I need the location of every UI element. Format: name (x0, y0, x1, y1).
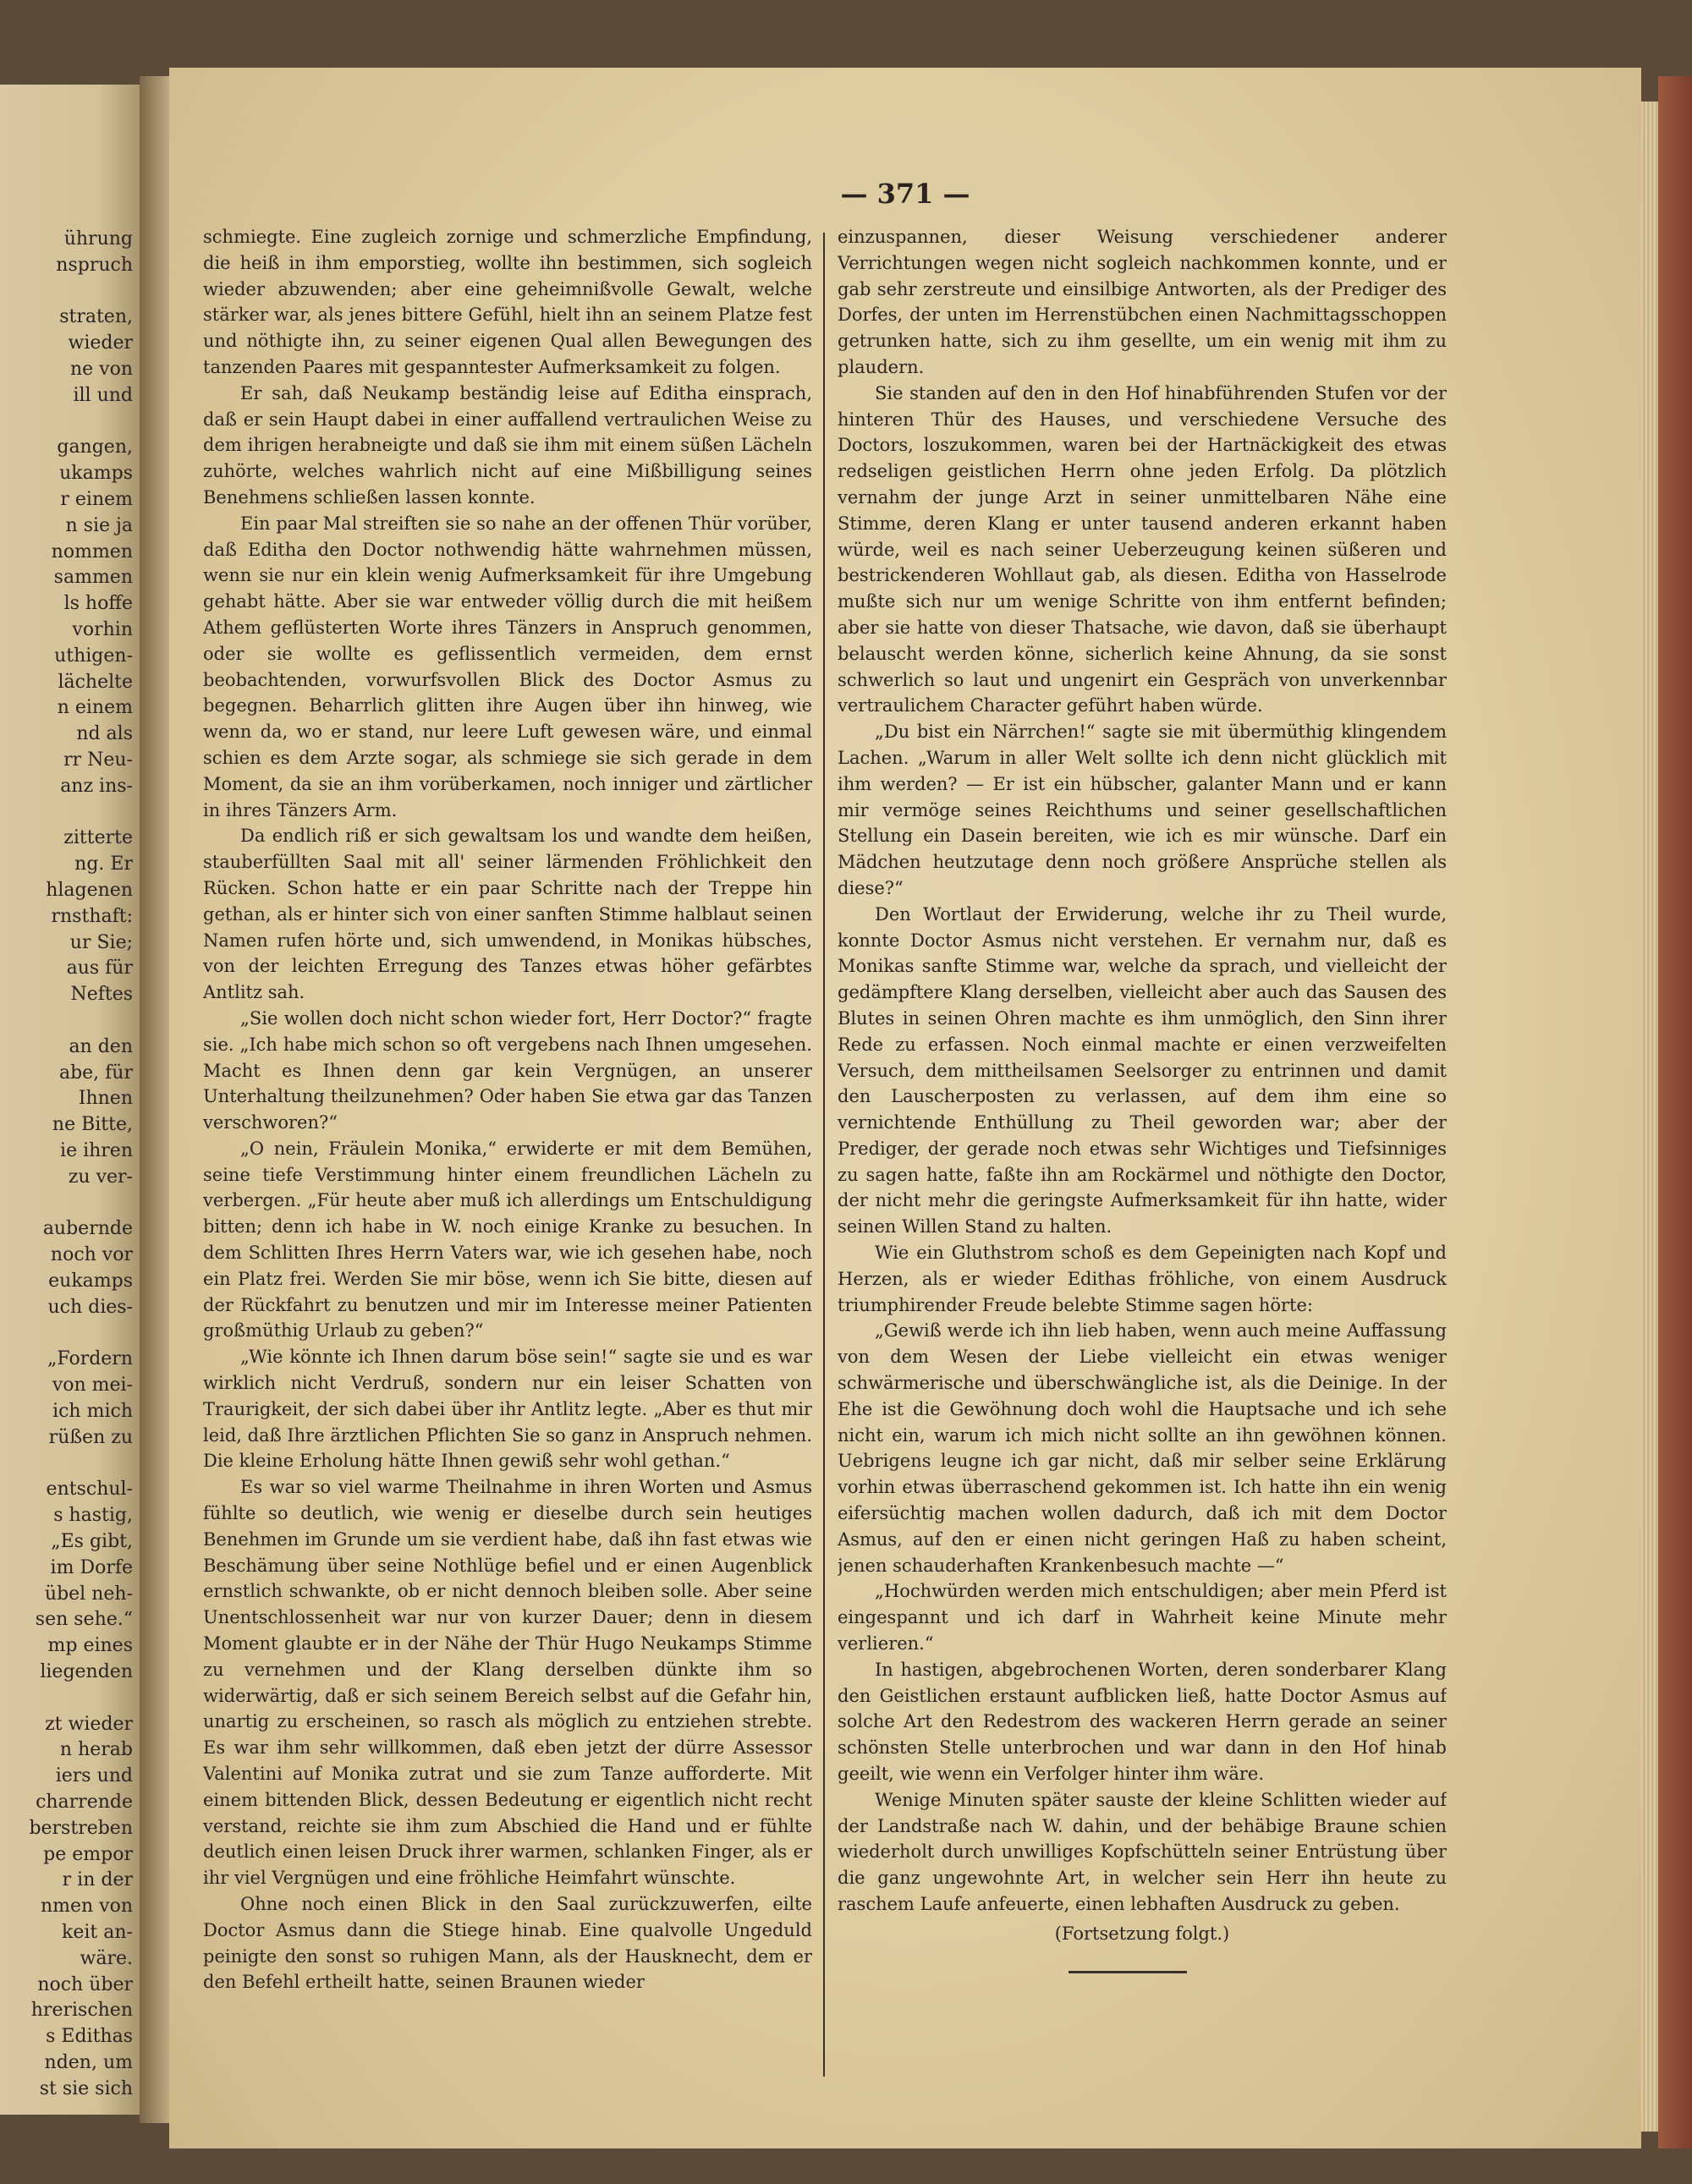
left-page-line: nmen von (40, 1896, 133, 1918)
left-page-line: „Es gibt, (51, 1531, 133, 1552)
left-page-line: s Edithas (46, 2026, 133, 2048)
left-page-line: r in der (62, 1869, 133, 1891)
left-page-line: aubernde (42, 1218, 133, 1240)
text-column-right (838, 224, 1447, 2110)
paragraph: „Sie wollen doch nicht schon wieder fort, Herr Doctor?“ fragte sie. „Ich habe mich schon so oft vergebens nach Ihnen umgesehen. Macht es Ihnen denn gar kein Vergnügen, an unserer Unterhaltung theilzunehmen? Oder haben Sie etwa gar das Tanzen verschworen?“ (203, 1007, 812, 1133)
left-page-line: nd als (76, 723, 133, 745)
left-page-line: noch vor (50, 1244, 133, 1266)
left-page-line: zt wieder (45, 1713, 133, 1735)
paragraph: „O nein, Fräulein Monika,“ erwiderte er mit dem Bemühen, seine tiefe Verstimmung hinter einem freundlichen Lächeln zu verbergen. „Für heute aber muß ich allerdings um Entschuldigung bitten; denn ich habe in W. noch einige Kranke zu besuchen. In dem Schlitten Ihres Herrn Vaters war, wie ich gesehen habe, noch ein Platz frei. Werden Sie mir böse, wenn ich Sie bitte, diesen auf der Rückfahrt zu benutzen und mir im Interesse meiner Patienten großmüthig Urlaub zu geben?“ (203, 1138, 812, 1342)
left-page-line: von mei- (52, 1375, 133, 1397)
left-page-line: uthigen- (54, 645, 133, 667)
left-page-line: st sie sich (39, 2077, 133, 2099)
left-page-line: anz ins- (60, 775, 133, 797)
main-page (169, 68, 1641, 2148)
left-page-line: nommen (51, 541, 133, 562)
paragraph: Ohne noch einen Blick in den Saal zurückzuwerfen, eilte Doctor Asmus dann die Stiege hinab. Eine qualvolle Ungeduld peinigte den sonst so ruhigen Mann, als der Hausknecht, dem er den Befehl ertheilt hatte, seinen Braunen wieder (203, 1894, 812, 1993)
left-page-line: Neftes (70, 984, 133, 1006)
book-gutter (140, 76, 173, 2123)
left-page-line: eukamps (48, 1270, 133, 1292)
paragraph: Er sah, daß Neukamp beständig leise auf Editha einsprach, daß er sein Haupt dabei in einer auffallend vertraulichen Weise zu dem ihrigen herabneigte und daß sie ihm mit einem süßen Lächeln zuhörte, welches wahrlich nicht auf eine Mißbilligung seines Benehmens schließen lassen konnte. (203, 382, 812, 508)
page-number: — 371 — (840, 178, 970, 210)
paragraph: Sie standen auf den in den Hof hinabführenden Stufen vor der hinteren Thür des Hauses, und verschiedene Versuche des Doctors, loszukommen, waren bei der Hartnäckigkeit des etwas redseligen geistlichen Herrn ohne jeden Erfolg. Da plötzlich vernahm der junge Arzt in seiner unmittelbaren Nähe eine Stimme, deren Klang er unter tausend anderen erkannt haben würde, weil es nach seiner Ueberzeugung keinen süßeren und bestrickenderen Wohllaut gab, als diesen. Editha von Hasselrode mußte sich nur um wenige Schritte von ihm entfernt befinden; aber sie hatte von dieser Thatsache, wie davon, daß sie überhaupt belauscht werden könne, sicherlich keine Ahnung, da sie sonst schwerlich so laut und ungenirt ein Gespräch von unverkennbar vertraulichem Character geführt haben würde. (838, 382, 1447, 716)
left-page-line: vorhin (72, 619, 133, 640)
column-divider (823, 233, 825, 2077)
left-page-line: abe, für (58, 1062, 133, 1084)
left-page-line: hlagenen (46, 880, 133, 901)
left-page-line: ill und (73, 384, 133, 406)
left-page-line: Ihnen (78, 1088, 133, 1110)
left-page-line: ur Sie; (69, 931, 133, 953)
left-page-line: n sie ja (65, 514, 133, 536)
paragraph: Wie ein Gluthstrom schoß es dem Gepeinigten nach Kopf und Herzen, als er wieder Edithas fröhliche, von einem Ausdruck triumphirender Freude belebte Stimme sagen hörte: (838, 1243, 1447, 1315)
left-page-line: sen sehe.“ (35, 1609, 133, 1631)
left-page-line: rr Neu- (63, 749, 133, 771)
end-rule (1068, 1971, 1187, 1973)
left-page-line: ührung (63, 228, 133, 250)
left-page-line: hrerischen (30, 2000, 133, 2022)
left-page-line: nspruch (56, 254, 133, 276)
book-cover (1658, 76, 1692, 2148)
left-page-fragment (0, 85, 140, 2115)
paragraph: Es war so viel warme Theilnahme in ihren Worten und Asmus fühlte so deutlich, wie wenig er dieselbe durch sein heutiges Benehmen im Grunde um sie verdient habe, daß ihn fast etwas wie Beschämung über seine Nothlüge befiel und er einen Augenblick ernstlich schwankte, ob er nicht dennoch bleiben solle. Aber seine Unentschlossenheit war nur von kurzer Dauer; denn in diesem Moment glaubte er in der Nähe der Thür Hugo Neukamps Stimme zu vernehmen und der Klang derselben dünkte ihm so widerwärtig, daß er sich seinem Bereich selbst auf die Gefahr hin, unartig zu erscheinen, so rasch als möglich zu entziehen strebte. Es war ihm sehr willkommen, daß eben jetzt der dürre Assessor Valentini auf Monika zutrat und sie zum Tanze aufforderte. Mit einem bittenden Blick, dessen Bedeutung er eigentlich nicht recht verstand, reichte sie ihm zum Abschied die Hand und er fühlte deutlich einen leisen Druck ihrer warmen, schlanken Finger, als er ihr viel Vergnügen und eine fröhliche Heimfahrt wünschte. (203, 1477, 812, 1889)
left-page-line: n einem (57, 697, 133, 719)
left-page-line: „Fordern (47, 1348, 133, 1370)
left-page-line: berstreben (29, 1817, 133, 1839)
left-page-line: iers und (55, 1765, 133, 1787)
paragraph: einzuspannen, dieser Weisung verschiedener anderer Verrichtungen wegen nicht sogleich nachkommen konnte, und er gab sehr zerstreute und einsilbige Antworten, als der Prediger des Dorfes, der unten im Herrenstübchen einen Nachmittagsschoppen getrunken hatte, sich zu ihm gesellte, um ein wenig mit ihm zu plaudern. (838, 227, 1447, 377)
left-page-line: übel neh- (44, 1583, 133, 1605)
left-page-line: straten, (59, 306, 133, 328)
left-page-line: uch dies- (47, 1296, 133, 1318)
left-page-line: mp eines (47, 1635, 133, 1657)
left-page-line: nden, um (44, 2052, 133, 2073)
left-page-line: ukamps (59, 463, 133, 485)
left-page-line: liegenden (40, 1661, 133, 1682)
continuation-note: (Fortsetzung folgt.) (1054, 1923, 1230, 1944)
paragraph: Ein paar Mal streiften sie so nahe an der offenen Thür vorüber, daß Editha den Doctor nothwendig hätte wahrnehmen müssen, wenn sie nur ein klein wenig Aufmerksamkeit für ihre Umgebung gehabt hätte. Aber sie war entweder völlig durch die mit heißem Athem geflüsterten Worte ihres Tänzers in Anspruch genommen, oder sie wollte es geflissentlich vermeiden, dem ernst beobachtenden, vorwurfsvollen Blick des Doctor Asmus zu begegnen. Beharrlich glitten ihre Augen über ihn hinweg, wie wenn da, wo er stand, nur leere Luft gewesen wäre, und einmal schien es dem Arzte sogar, als schmiege sie sich gerade in dem Moment, da sie an ihm vorüberkamen, noch inniger und zärtlicher in ihres Tänzers Arm. (203, 513, 812, 820)
left-page-line: s hastig, (53, 1505, 133, 1527)
left-page-line: ich mich (52, 1401, 133, 1422)
paragraph: „Gewiß werde ich ihn lieb haben, wenn auch meine Auffassung von dem Wesen der Liebe vielleicht ein etwas weniger schwärmerische und überschwängliche ist, als die Deinige. In der Ehe ist die Gewöhnung doch wohl die Hauptsache und ich sehe nicht ein, warum ich mich nicht sollte an ihn gewöhnen können. Uebrigens leugne ich gar nicht, daß mir selber seine Erklärung vorhin etwas überraschend gekommen ist. Ich hatte ihn ein wenig eifersüchtig machen wollen dadurch, daß ich mit dem Doctor Asmus, auf den er einen nicht geringen Haß zu haben scheint, jenen schauderhaften Krankenbesuch machte —“ (838, 1320, 1447, 1576)
left-page-line: rnsthaft: (51, 905, 133, 927)
left-page-line: noch über (37, 1973, 133, 1995)
left-page-line: gangen, (57, 436, 133, 458)
left-page-line: keit an- (62, 1922, 133, 1943)
left-page-line: ne Bitte, (52, 1114, 133, 1136)
left-page-line: ie ihren (60, 1140, 133, 1161)
paragraph: Wenige Minuten später sauste der kleine Schlitten wieder auf der Landstraße nach W. dahin, und der behäbige Braune schien wiederholt durch unwilliges Kopfschütteln seiner Entrüstung über die ganz ungewohnte Art, in welcher sein Herr ihn heute zu raschem Laufe anfeuerte, einen lebhaften Ausdruck zu geben. (838, 1789, 1447, 1914)
left-page-line: ls hoffe (63, 593, 133, 615)
left-page-line: charrende (36, 1792, 133, 1813)
left-page-line: an den (69, 1035, 133, 1057)
text-column-left (203, 224, 812, 2110)
left-page-line: aus für (66, 958, 133, 980)
paragraph: „Wie könnte ich Ihnen darum böse sein!“ sagte sie und es war wirklich nicht Verdruß, sondern nur ein leiser Schatten von Traurigkeit, der sich dabei über ihr Antlitz legte. „Aber es thut mir leid, daß Ihre ärztlichen Pflichten Sie so ganz in Anspruch nehmen. Die kleine Erholung hätte Ihnen gewiß sehr wohl gethan.“ (203, 1347, 812, 1472)
left-page-line: im Dorfe (50, 1556, 133, 1578)
left-page-line: lächelte (58, 671, 133, 693)
paragraph: „Du bist ein Närrchen!“ sagte sie mit übermüthig klingendem Lachen. „Warum in aller Welt sollte ich denn nicht glücklich mit ihm werden? — Er ist ein hübscher, galanter Mann und er kann mir vermöge seines Reichthums und seiner gesellschaftlichen Stellung ein Dasein bereiten, wie ich es mir wünsche. Darf ein Mädchen heutzutage denn noch größere Ansprüche stellen als diese?“ (838, 722, 1447, 898)
paragraph: schmiegte. Eine zugleich zornige und schmerzliche Empfindung, die heiß in ihm emporstieg, wollte ihn bestimmen, sich sogleich wieder abzuwenden; aber eine geheimnißvolle Gewalt, welche stärker war, als jenes bittere Gefühl, hielt ihn an seinem Platze fest und nöthigte ihn, zu seiner eigenen Qual allen Bewegungen des tanzenden Paares mit gespanntester Aufmerksamkeit zu folgen. (203, 227, 812, 377)
left-page-line: rüßen zu (48, 1426, 133, 1448)
left-page-line: pe empor (43, 1843, 133, 1865)
left-page-line: zu ver- (68, 1166, 133, 1188)
left-page-line: wäre. (80, 1947, 133, 1969)
left-page-line: ne von (69, 359, 133, 380)
paragraph: Da endlich riß er sich gewaltsam los und wandte dem heißen, stauberfüllten Saal mit all' seiner lärmenden Fröhlichkeit den Rücken. Schon hatte er ein paar Schritte nach der Treppe hin gethan, als er hinter sich von einer sanften Stimme halblaut seinen Namen rufen hörte und, sich umwendend, in Monikas hübsches, von der leichten Erregung des Tanzes etwas höher gefärbtes Antlitz sah. (203, 826, 812, 1003)
left-page-line: n herab (59, 1739, 133, 1761)
left-page-line: sammen (53, 567, 133, 589)
left-page-line: entschul- (46, 1479, 133, 1501)
left-page-line: r einem (60, 489, 133, 510)
paragraph: „Hochwürden werden mich entschuldigen; aber mein Pferd ist eingespannt und ich darf in Wahrheit keine Minute mehr verlieren.“ (838, 1581, 1447, 1654)
paragraph: Den Wortlaut der Erwiderung, welche ihr zu Theil wurde, konnte Doctor Asmus nicht verstehen. Er vernahm nur, daß es Monikas sanfte Stimme war, welche da sprach, und vielleicht der gedämpftere Klang derselben, vielleicht aber auch das Sausen des Blutes in seinen Ohren machte es ihm unmöglich, den Sinn ihrer Rede zu erfassen. Noch einmal machte er einen verzweifelten Versuch, dem mittheilsamen Seelsorger zu entrinnen und damit den Lauscherposten zu verlassen, auf dem ihm eine so vernichtende Enthüllung zu Theil geworden war; aber der Prediger, der gerade noch etwas sehr Wichtiges und Tiefsinniges zu sagen hatte, faßte ihn am Rockärmel und nöthigte den Doctor, der nicht mehr die geringste Aufmerksamkeit für ihn hatte, wider seinen Willen Stand zu halten. (838, 903, 1447, 1237)
left-page-line: wieder (68, 332, 133, 354)
left-page-line: ng. Er (74, 853, 133, 875)
paragraph: In hastigen, abgebrochenen Worten, deren sonderbarer Klang den Geistlichen erstaunt aufblicken ließ, hatte Doctor Asmus auf solche Art den Redestrom des wackeren Herrn gerade an seiner schönsten Stelle unterbrochen und war dann in den Hof hinab geeilt, wie wenn ein Verfolger hinter ihm wäre. (838, 1659, 1447, 1785)
left-page-line: zitterte (63, 827, 133, 849)
